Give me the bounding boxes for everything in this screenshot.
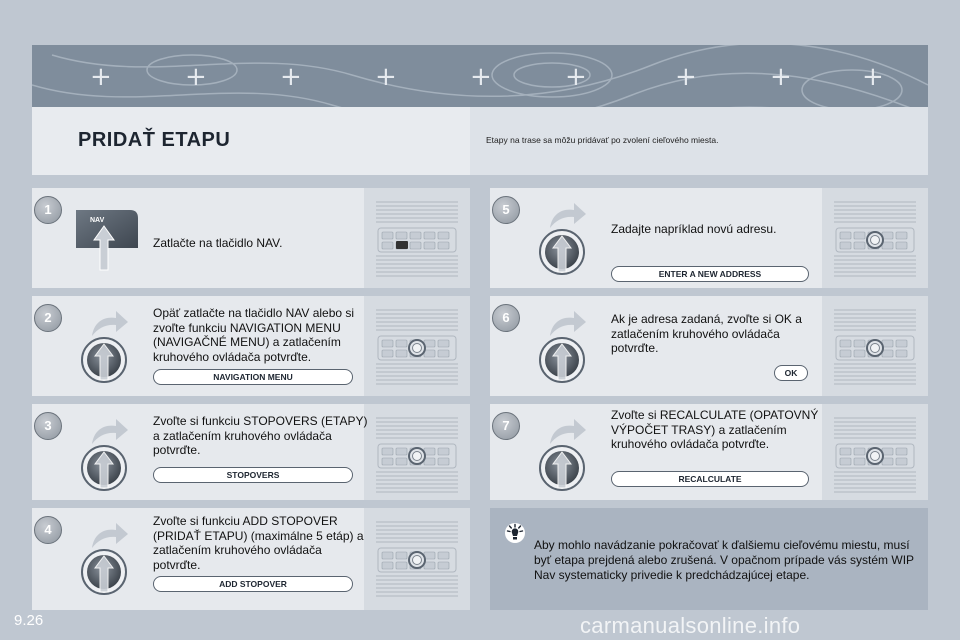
menu-option-pill: NAVIGATION MENU [153, 369, 353, 385]
rotary-knob-press-icon [80, 440, 132, 501]
radio-console-illustration [364, 296, 470, 396]
step-panel-5 [490, 188, 928, 288]
tip-text: Aby mohlo navádzanie pokračovať k ďalšiemu cieľovému miestu, musí byť etapa prejdená alebo zrušená. V opačnom prípade vás systém WIP Nav systematicky privedie k predchádzajúcej etape. [534, 538, 914, 582]
step-instruction-text: Zadajte napríklad novú adresu. [611, 222, 777, 236]
step-panel-7 [490, 404, 928, 500]
tip-box [490, 508, 928, 610]
radio-console-icon [372, 516, 462, 607]
step-number-badge: 2 [34, 304, 62, 332]
menu-option-pill: OK [774, 365, 808, 381]
step-panel-1 [32, 188, 470, 288]
rotary-knob-press-icon [538, 224, 590, 285]
step-instruction-text: Zvoľte si RECALCULATE (OPATOVNÝ VÝPOČET TRASY) a zatlačením kruhového ovládača potvrďte. [611, 408, 819, 451]
radio-console-icon [830, 196, 920, 287]
nav-button-press-icon [74, 204, 146, 281]
svg-text:+: + [90, 62, 112, 92]
menu-option-pill: ADD STOPOVER [153, 576, 353, 592]
radio-console-illustration [364, 508, 470, 610]
radio-console-illustration [822, 188, 928, 288]
step-number-badge: 5 [492, 196, 520, 224]
radio-console-icon [372, 412, 462, 503]
step-number-badge: 7 [492, 412, 520, 440]
step-number-badge: 3 [34, 412, 62, 440]
step-panel-3 [32, 404, 470, 500]
page-title: PRIDAŤ ETAPU [78, 129, 231, 151]
svg-text:+: + [185, 62, 207, 92]
step-instruction-text: Zvoľte si funkciu ADD STOPOVER (PRIDAŤ ETAPU) (maximálne 5 etáp) a zatlačením kruhového ovládača potvrďte. [153, 514, 364, 572]
step-instruction-text: Zatlačte na tlačidlo NAV. [153, 236, 283, 250]
step-instruction-text: Zvoľte si funkciu STOPOVERS (ETAPY) a zatlačením kruhového ovládača potvrďte. [153, 414, 368, 457]
radio-console-icon [372, 196, 462, 287]
radio-console-icon [372, 304, 462, 395]
svg-text:+: + [675, 62, 697, 92]
svg-text:+: + [565, 62, 587, 92]
menu-option-pill: STOPOVERS [153, 467, 353, 483]
step-panel-6 [490, 296, 928, 396]
intro-text: Etapy na trase sa môžu pridávať po zvolení cieľového miesta. [486, 135, 719, 145]
menu-option-pill: ENTER A NEW ADDRESS [611, 266, 809, 282]
radio-console-icon [830, 304, 920, 395]
lightbulb-icon [504, 522, 526, 544]
rotary-knob-press-icon [538, 440, 590, 501]
rotary-knob-press-icon [538, 332, 590, 393]
radio-console-icon [830, 412, 920, 503]
step-instruction-text: Ak je adresa zadaná, zvoľte si OK a zatlačením kruhového ovládača potvrďte. [611, 312, 802, 355]
step-number-badge: 4 [34, 516, 62, 544]
step-number-badge: 6 [492, 304, 520, 332]
title-box [32, 107, 470, 175]
step-instruction-text: Opäť zatlačte na tlačidlo NAV alebo si zvoľte funkciu NAVIGATION MENU (NAVIGAČNÉ MENU) a zatlačením kruhového ovládača potvrďte. [153, 306, 355, 364]
radio-console-illustration [364, 404, 470, 500]
nav-button-label: NAV [90, 217, 105, 224]
intro-box [470, 107, 928, 175]
radio-console-illustration [364, 188, 470, 288]
step-panel-2 [32, 296, 470, 396]
radio-console-illustration [822, 296, 928, 396]
rotary-knob-press-icon [80, 332, 132, 393]
svg-text:+: + [862, 62, 884, 92]
step-panel-4 [32, 508, 470, 610]
menu-option-pill: RECALCULATE [611, 471, 809, 487]
svg-text:+: + [770, 62, 792, 92]
watermark: carmanualsonline.info [580, 613, 801, 638]
step-number-badge: 1 [34, 196, 62, 224]
svg-text:+: + [375, 62, 397, 92]
radio-console-illustration [822, 404, 928, 500]
svg-text:+: + [470, 62, 492, 92]
svg-text:+: + [280, 62, 302, 92]
rotary-knob-press-icon [80, 544, 132, 605]
page-number: 9.26 [14, 612, 44, 629]
